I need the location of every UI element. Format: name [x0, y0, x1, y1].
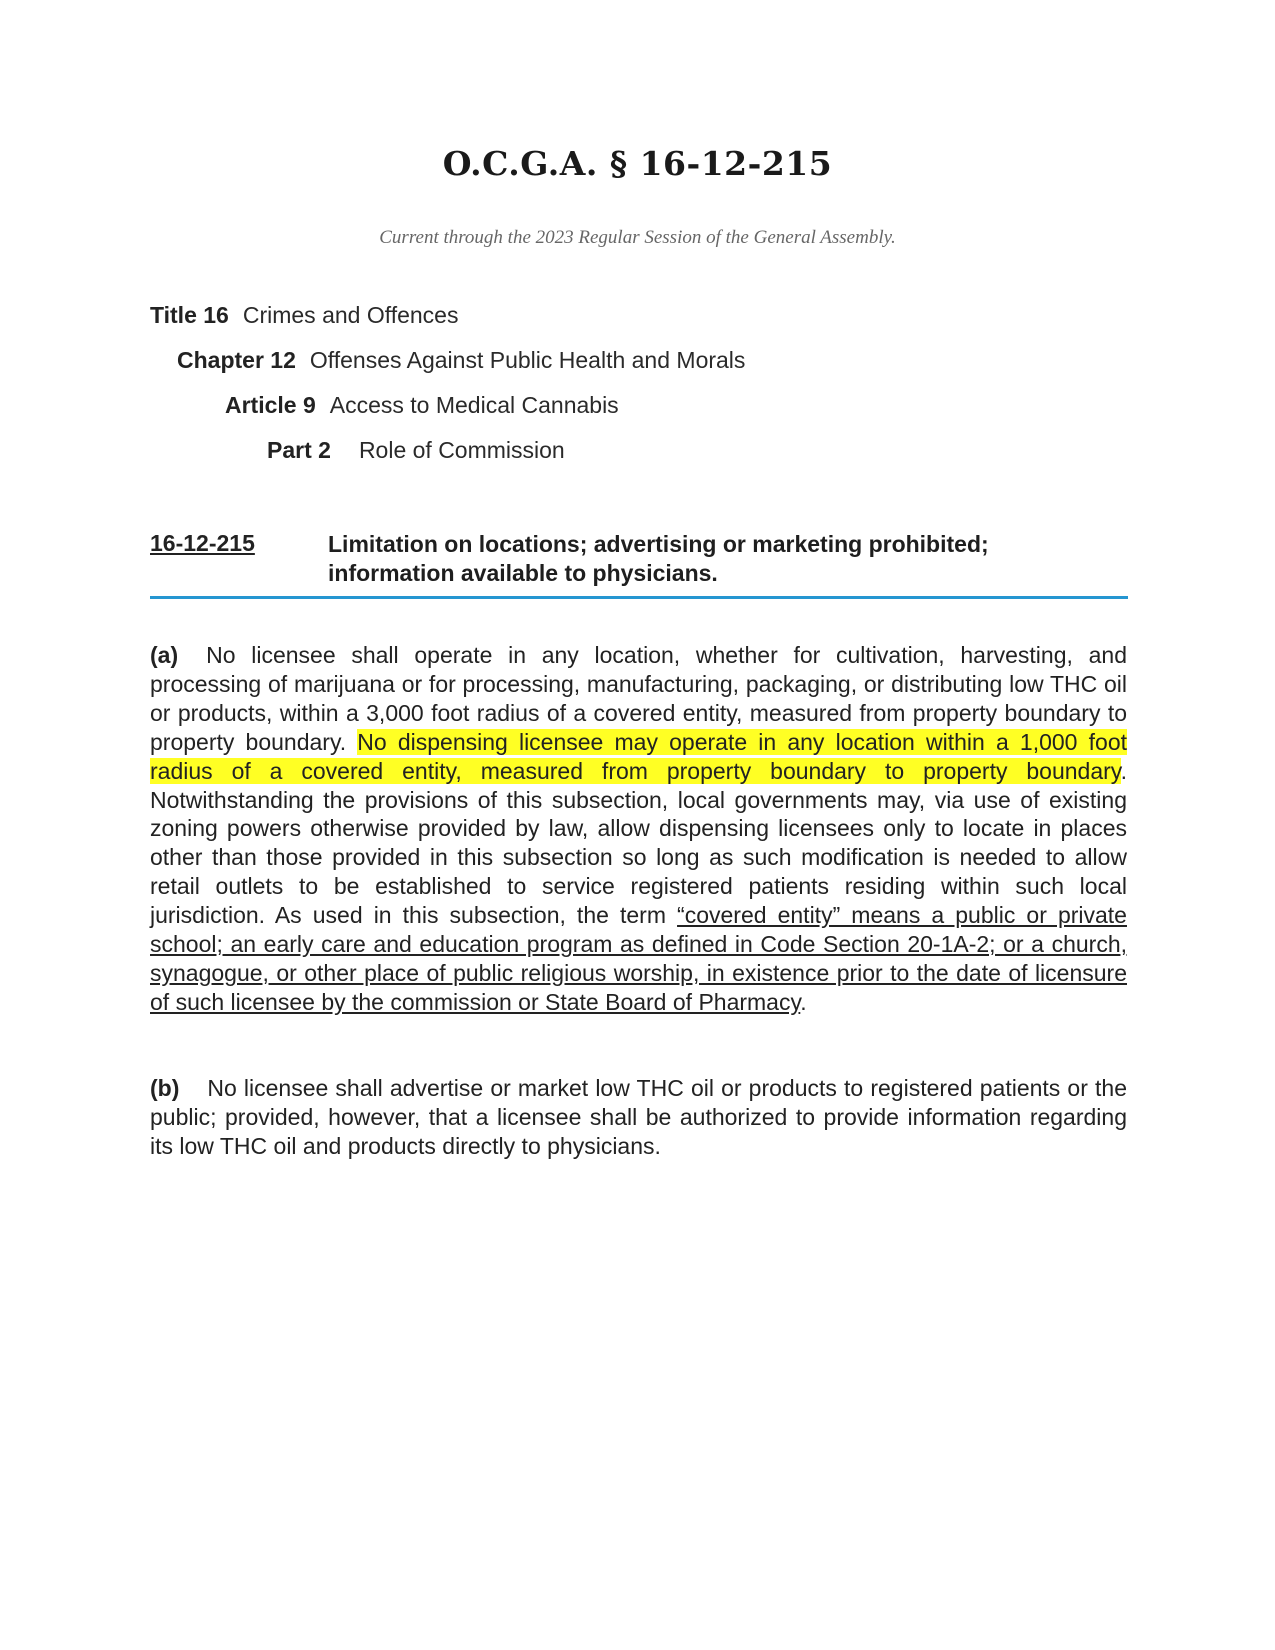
- hierarchy-part: [267, 437, 565, 464]
- subsection-b: [150, 1074, 1127, 1161]
- hierarchy-chapter: [177, 347, 745, 374]
- hierarchy-chapter-text: Offenses Against Public Health and Morals: [309, 347, 746, 373]
- hierarchy-part-text: Role of Commission: [358, 437, 565, 463]
- hierarchy-article-text: Access to Medical Cannabis: [329, 392, 619, 418]
- page-title: O.C.G.A. § 16-12-215: [442, 144, 833, 183]
- section-number: 16-12-215: [150, 530, 255, 556]
- highlighted-text: No dispensing licensee may operate in any location within a 1,000 foot radius of a covered entity, measured from property boundary to property boundary: [150, 728, 1127, 784]
- subsection-a-marker: (a): [150, 642, 179, 668]
- hierarchy-part-label: Part 2: [267, 437, 331, 463]
- hierarchy-article: [225, 392, 619, 419]
- currency-note: Current through the 2023 Regular Session of the General Assembly.: [379, 227, 896, 248]
- hierarchy-article-label: Article 9: [225, 392, 316, 418]
- subsection-a-text-1: No licensee shall operate in any location, whether for cultivation, harvesting, and processing of marijuana or for processing, manufacturing, packaging, or distributing low THC oil or products, within a 3,000 foot radius of a covered entity, measured from property boundary to property boundary.: [150, 642, 1127, 755]
- hierarchy-chapter-label: Chapter 12: [177, 347, 296, 373]
- hierarchy-title-label: Title 16: [150, 302, 229, 328]
- hierarchy-title-text: Crimes and Offences: [242, 302, 459, 328]
- covered-entity-definition: “covered entity” means a public or private school; an early care and education program as defined in Code Section 20-1A-2; or a church, synagogue, or other place of public religious worship, in existence prior to the date of licensure of such licensee by the commission or State Board of Pharmacy: [150, 902, 1127, 1015]
- subsection-a-text-2: . Notwithstanding the provisions of this subsection, local governments may, via use of existing zoning powers otherwise provided by law, allow dispensing licensees only to locate in places other than those provided in this subsection so long as such modification is needed to allow retail outlets to be established to service registered patients residing within such local jurisdiction. As used in this subsection, the term: [150, 757, 1127, 929]
- subsection-b-marker: (b): [150, 1075, 180, 1101]
- subsection-b-text: No licensee shall advertise or market low THC oil or products to registered patients or the public; provided, however, that a licensee shall be authorized to provide information regarding its low THC oil and products directly to physicians.: [150, 1075, 1127, 1159]
- subsection-a-text-3: .: [800, 988, 807, 1015]
- subsection-a: [150, 641, 1127, 1017]
- hierarchy-title: [150, 302, 458, 329]
- section-caption: Limitation on locations; advertising or marketing prohibited; information available to physicians.: [328, 531, 989, 586]
- section-heading: [150, 530, 1128, 599]
